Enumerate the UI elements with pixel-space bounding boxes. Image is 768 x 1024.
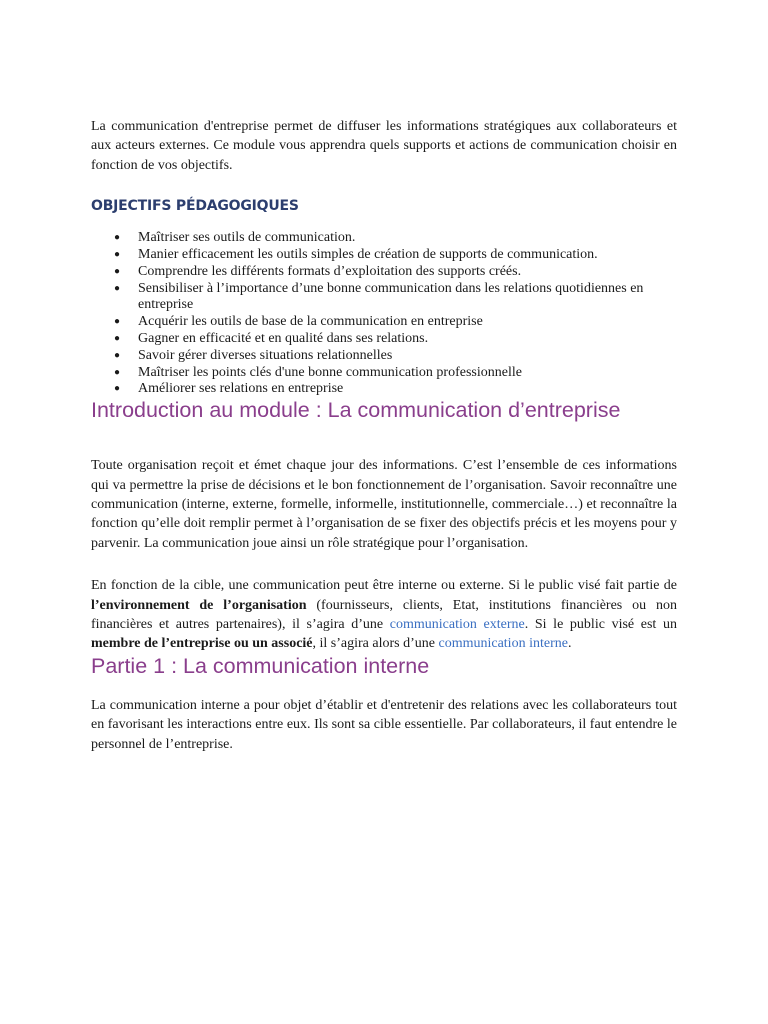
internal-communication-link[interactable]: communication interne bbox=[438, 636, 568, 652]
introduction-paragraph-2: En fonction de la cible, une communication peut être interne ou externe. Si le public visé fait partie de l’environnement de l’organisation (fournisseurs, clients, Etat, institutions financières ou non financières et autres partenaires), il s’agira d’une communication externe. Si le public visé est un membre de l’entreprise ou un associé, il s’agira alors d’une communication interne. bbox=[91, 578, 678, 652]
objective-item: ● Maîtriser ses outils de communication. bbox=[114, 230, 356, 246]
intro-paragraph: La communication d'entreprise permet de diffuser les informations stratégiques aux collaborateurs et aux acteurs externes. Ce module vous apprendra quels supports et actions de communication choisir en fonction de vos objectifs. bbox=[91, 119, 677, 173]
bullet-icon: ● bbox=[114, 349, 121, 361]
objective-item: ● Acquérir les outils de base de la communication en entreprise bbox=[114, 314, 483, 330]
introduction-heading: Introduction au module : La communication d’entreprise bbox=[91, 398, 621, 423]
objectives-list bbox=[91, 230, 677, 398]
bold-phrase: membre de l’entreprise ou un associé bbox=[91, 636, 313, 652]
part1-paragraph: La communication interne a pour objet d’établir et d'entretenir des relations avec les collaborateurs tout en favorisant les interactions entre eux. Ils sont sa cible essentielle. Par collaborateurs, il faut entendre le personnel de l’entreprise. bbox=[91, 697, 677, 752]
objective-item: ● Sensibiliser à l’importance d’une bonne communication dans les relations quotidiennes en entreprise bbox=[114, 280, 644, 313]
bold-phrase: l’environnement de l’organisation bbox=[91, 597, 307, 613]
part1-heading: Partie 1 : La communication interne bbox=[91, 653, 430, 678]
bullet-icon: ● bbox=[114, 232, 121, 244]
objective-item: ● Manier efficacement les outils simples de création de supports de communication. bbox=[114, 247, 598, 263]
objective-item: ● Comprendre les différents formats d’exploitation des supports créés. bbox=[114, 263, 522, 279]
objectives-heading: OBJECTIFS PÉDAGOGIQUES bbox=[91, 198, 299, 215]
bullet-icon: ● bbox=[114, 333, 121, 344]
external-communication-link[interactable]: communication externe bbox=[389, 617, 525, 633]
bullet-icon: ● bbox=[114, 265, 121, 277]
bullet-icon: ● bbox=[114, 249, 121, 261]
objective-item: ● Maîtriser les points clés d'une bonne communication professionnelle bbox=[114, 364, 522, 380]
objective-item: ● Améliorer ses relations en entreprise bbox=[114, 381, 344, 397]
objective-item: ● Savoir gérer diverses situations relationnelles bbox=[114, 347, 393, 363]
bullet-icon: ● bbox=[114, 383, 121, 395]
bullet-icon: ● bbox=[114, 316, 121, 328]
document-page bbox=[91, 117, 677, 754]
bullet-icon: ● bbox=[114, 366, 121, 378]
bullet-icon: ● bbox=[114, 282, 121, 294]
objective-item: ● Gagner en efficacité et en qualité dans ses relations. bbox=[114, 331, 429, 346]
introduction-paragraph-1: Toute organisation reçoit et émet chaque jour des informations. C’est l’ensemble de ces informations qui va permettre la prise de décisions et le bon fonctionnement de l’organisation. Savoir reconnaître une communication (interne, externe, formelle, informelle, institutionnelle, commerciale…) et reconnaître la fonction qu’elle doit remplir permet à l’organisation de se fixer des objectifs précis et les moyens pour y parvenir. La communication joue ainsi un rôle stratégique pour l’organisation. bbox=[91, 458, 677, 551]
